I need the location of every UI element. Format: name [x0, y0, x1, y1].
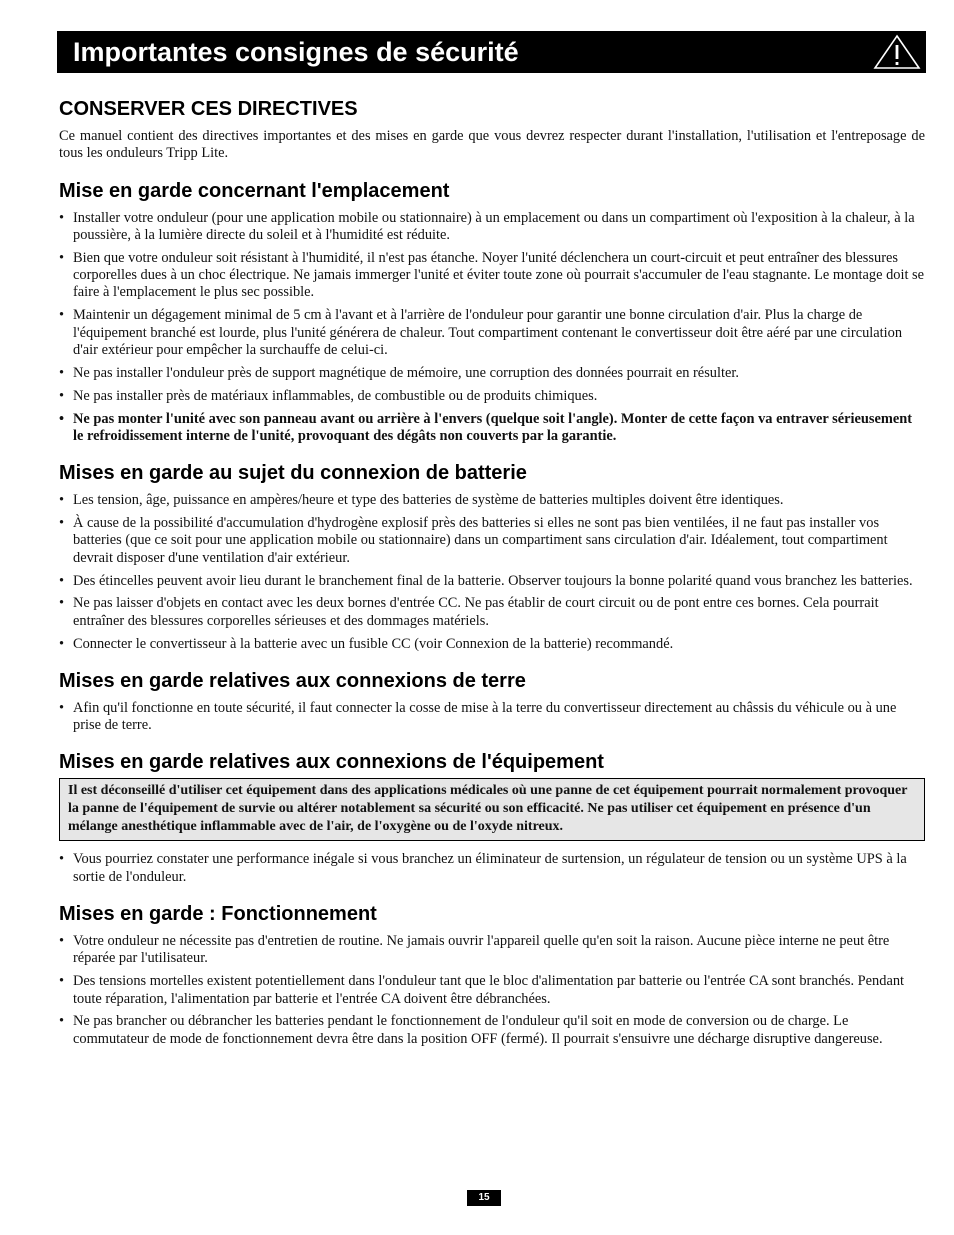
heading-battery: Mises en garde au sujet du connexion de batterie: [59, 462, 527, 485]
heading-equipment: Mises en garde relatives aux connexions de l'équipement: [59, 751, 604, 774]
list-item: • Installer votre onduleur (pour une application mobile ou stationnaire) à un emplacement ou dans un compartiment où l'exposition à la chaleur, à la poussière, à la lumière directe du soleil et à l'humidité est réduite.: [59, 210, 925, 245]
intro-paragraph: Ce manuel contient des directives importantes et des mises en garde que vous devrez respecter durant l'installation, l'utilisation et l'entreposage de tous les onduleurs Tripp Lite.: [59, 128, 925, 162]
list-item: • Ne pas brancher ou débrancher les batteries pendant le fonctionnement de l'onduleur qu'il soit en mode de conversion ou de charge. Le commutateur de mode de fonctionnement devra être dans la position OFF (fermé). Il pourrait s'ensuivre une décharge disruptive dangereuse.: [59, 1013, 925, 1048]
list-item: • Votre onduleur ne nécessite pas d'entretien de routine. Ne jamais ouvrir l'appareil quelle qu'en soit la raison. Aucune pièce interne ne peut être réparée par l'utilisateur.: [59, 933, 925, 968]
heading-operation: Mises en garde : Fonctionnement: [59, 903, 377, 926]
list-item: • Bien que votre onduleur soit résistant à l'humidité, il n'est pas étanche. Noyer l'unité déclenchera un court-circuit et peut entraîner des blessures corporelles dues à un choc électrique. Ne jamais immerger l'unité et éviter toute zone où pourrait s'accumuler de l'eau stagnante. Le montage doit se faire à l'emplacement le plus sec possible.: [59, 250, 925, 302]
list-item: • Des étincelles peuvent avoir lieu durant le branchement final de la batterie. Observer toujours la bonne polarité quand vous branchez les batteries.: [59, 573, 925, 590]
list-item-bold: • Ne pas monter l'unité avec son panneau avant ou arrière à l'envers (quelque soit l'angle). Monter de cette façon va entraver sérieusement le refroidissement interne de l'unité, provoquant des dégâts non couverts par la garantie.: [59, 411, 925, 446]
equipment-list: [59, 851, 925, 886]
page-number: 15: [467, 1190, 501, 1206]
list-item: • Maintenir un dégagement minimal de 5 cm à l'avant et à l'arrière de l'onduleur pour garantir une bonne circulation d'air. Plus la charge de l'équipement branché est lourde, plus l'unité générera de chaleur. Tout compartiment contenant le convertisseur doit être aéré par une circulation d'air extérieur pour empêcher la surchauffe de celui-ci.: [59, 307, 925, 359]
page-title: Importantes consignes de sécurité: [73, 37, 519, 67]
warning-triangle-icon: [872, 33, 922, 71]
operation-list: [59, 933, 925, 1048]
list-item: • Ne pas laisser d'objets en contact avec les deux bornes d'entrée CC. Ne pas établir de court circuit ou de pont entre ces bornes. Cela pourrait entraîner des blessures corporelles sérieuses et des dommages matériels.: [59, 595, 925, 630]
list-item: • Afin qu'il fonctionne en toute sécurité, il faut connecter la cosse de mise à la terre du convertisseur directement au châssis du véhicule ou à une prise de terre.: [59, 700, 925, 735]
ground-list: [59, 700, 925, 735]
medical-notice-box: Il est déconseillé d'utiliser cet équipement dans des applications médicales où une panne de cet équipement pourrait normalement provoquer la panne de l'équipement de survie ou altérer notablement sa sécurité ou son efficacité. Ne pas utiliser cet équipement en présence d'un mélange anesthétique inflammable avec de l'air, de l'oxygène ou de l'oxyde nitreux.: [59, 778, 925, 841]
list-item: • À cause de la possibilité d'accumulation d'hydrogène explosif près des batteries si elles ne sont pas bien ventilées, il ne faut pas installer vos batteries (que ce soit pour une application mobile ou stationnaire) dans un compartiment sans circulation d'air. Idéalement, tout compartiment devrait disposer d'une ventilation d'air extérieur.: [59, 515, 925, 567]
heading-keep-directives: CONSERVER CES DIRECTIVES: [59, 98, 358, 120]
title-bar: [57, 31, 926, 73]
content: [59, 96, 925, 1054]
battery-list: [59, 492, 925, 653]
list-item: • Des tensions mortelles existent potentiellement dans l'onduleur tant que le bloc d'alimentation par batterie ou l'entrée CA sont branchés. Pendant toute réparation, l'alimentation par batterie et l'entrée CA doivent être débranchées.: [59, 973, 925, 1008]
list-item: • Vous pourriez constater une performance inégale si vous branchez un éliminateur de surtension, un régulateur de tension ou un système UPS à la sortie de l'onduleur.: [59, 851, 925, 886]
list-item: • Ne pas installer près de matériaux inflammables, de combustible ou de produits chimiques.: [59, 388, 925, 405]
heading-ground: Mises en garde relatives aux connexions de terre: [59, 669, 526, 692]
list-item: • Connecter le convertisseur à la batterie avec un fusible CC (voir Connexion de la batterie) recommandé.: [59, 636, 925, 653]
list-item: • Ne pas installer l'onduleur près de support magnétique de mémoire, une corruption des données pourrait en résulter.: [59, 365, 925, 382]
heading-location: Mise en garde concernant l'emplacement: [59, 179, 450, 202]
list-item: • Les tension, âge, puissance en ampères/heure et type des batteries de système de batteries multiples doivent être identiques.: [59, 492, 925, 509]
location-list: [59, 210, 925, 446]
